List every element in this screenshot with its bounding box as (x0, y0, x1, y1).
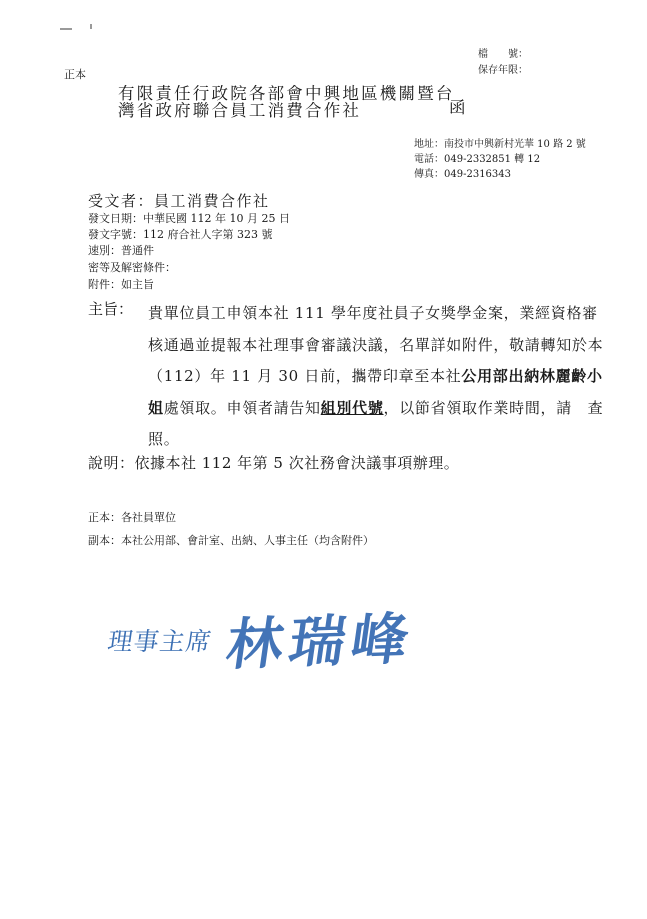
delivery-speed: 速別：普通件 (88, 244, 154, 257)
contact-phone: 電話：049-2332851 轉 12 (414, 154, 541, 165)
secrecy-level: 密等及解密條件： (88, 261, 176, 274)
contact-address: 地址：南投市中興新村光華 10 路 2 號 (414, 139, 586, 150)
document-type: 函 (449, 98, 466, 117)
subject-body (148, 298, 610, 456)
copy-tag: 正本 (64, 68, 86, 81)
title-line-1: 有限責任行政院各部會中興地區機關暨台 (118, 84, 455, 103)
subject-text-1: 貴單位員工申領本社 111 學年度社員子女獎學金案，業經資格審核通過並提報本社理事會審議決議，名單詳如附件，敬請轉知於本（112）年 11 月 30 日前，攜帶印章至本社 (148, 304, 604, 385)
explanation: 說明：依據本社 112 年第 5 次社務會決議事項辦理。 (88, 454, 460, 472)
contact-fax: 傳真：049-2316343 (414, 169, 512, 180)
subject-label: 主旨： (88, 300, 134, 318)
subject-text-3: ，以節省領取作業時間，請 查照。 (148, 398, 604, 448)
signature-title: 理事主席 (105, 627, 214, 656)
archive-number-label: 檔 號： (478, 49, 528, 60)
subject-text-2: 處領取。申領者請告知 (163, 398, 321, 417)
scan-artifact (90, 24, 92, 29)
title-line-2: 灣省政府聯合員工消費合作社 (118, 101, 362, 120)
attachment: 附件：如主旨 (88, 278, 154, 291)
issue-date: 發文日期：中華民國 112 年 10 月 25 日 (88, 212, 290, 225)
document-number: 發文字號：112 府合社人字第 323 號 (88, 228, 273, 241)
recipient: 受文者：員工消費合作社 (88, 192, 270, 210)
scan-artifact (60, 28, 72, 30)
distribution-copy: 副本：本社公用部、會計室、出納、人事主任（均含附件） (88, 534, 374, 547)
signature-name: 林瑞峰 (222, 606, 419, 679)
subject-group-code: 組別代號 (320, 398, 384, 417)
retention-label: 保存年限： (478, 65, 528, 76)
subject-contact-person: 公用部出納林麗齡小姐 (148, 367, 603, 417)
distribution-original: 正本：各社員單位 (88, 511, 176, 524)
